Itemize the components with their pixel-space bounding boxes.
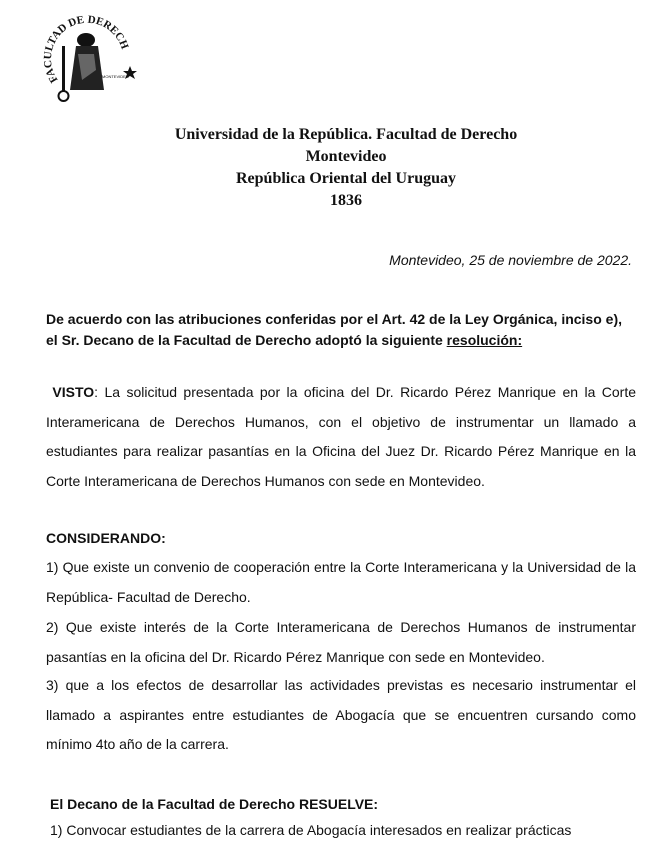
visto-label: VISTO xyxy=(52,384,95,400)
svg-text:FACULTAD DE DERECHO: FACULTAD DE DERECH xyxy=(41,13,131,85)
visto-paragraph xyxy=(46,378,636,496)
header-university: Universidad de la República. Facultad de Derecho xyxy=(174,126,518,143)
header-city: Montevideo xyxy=(305,148,387,165)
intro-paragraph xyxy=(46,309,636,351)
resuelve-title: El Decano de la Facultad de Derecho RESUELVE: xyxy=(50,796,379,812)
considerando-title: CONSIDERANDO: xyxy=(46,530,166,546)
considerando-item-2: 2) Que existe interés de la Corte Interamericana de Derechos Humanos de instrumentar pasantías en la oficina del Dr. Ricardo Pérez Manrique con sede en Montevideo. xyxy=(46,619,636,665)
resolution-word: resolución: xyxy=(446,332,523,348)
considerando-item-1: 1) Que existe un convenio de cooperación entre la Corte Interamericana y la Universidad de la República- Facultad de Derecho. xyxy=(46,559,636,605)
considerando-item-3: 3) que a los efectos de desarrollar las actividades previstas es necesario instrumentar el llamado a aspirantes entre estudiantes de Abogacía que se encuentren cursando como mínimo 4to año de la carrera. xyxy=(46,677,636,752)
header-year: 1836 xyxy=(330,192,362,209)
document-date: Montevideo, 25 de noviembre de 2022. xyxy=(389,252,632,268)
header-country: República Oriental del Uruguay xyxy=(235,170,456,187)
faculty-seal-logo xyxy=(38,10,138,106)
visto-text: : La solicitud presentada por la oficina del Dr. Ricardo Pérez Manrique en la Corte Interamericana de Derechos Humanos, con el objetivo de instrumentar un llamado a estudiantes para realizar pasantías en la Oficina del Juez Dr. Ricardo Pérez Manrique en la Corte Interamericana de Derechos Humanos con sede en Montevideo. xyxy=(46,384,636,489)
resuelve-item-1: 1) Convocar estudiantes de la carrera de Abogacía interesados en realizar prácticas xyxy=(50,822,572,838)
document-header xyxy=(0,124,670,212)
intro-text: De acuerdo con las atribuciones conferidas por el Art. 42 de la Ley Orgánica, inciso e), el Sr. Decano de la Facultad de Derecho adoptó la siguiente xyxy=(46,311,622,348)
svg-text:MONTEVIDEO: MONTEVIDEO xyxy=(102,74,129,79)
